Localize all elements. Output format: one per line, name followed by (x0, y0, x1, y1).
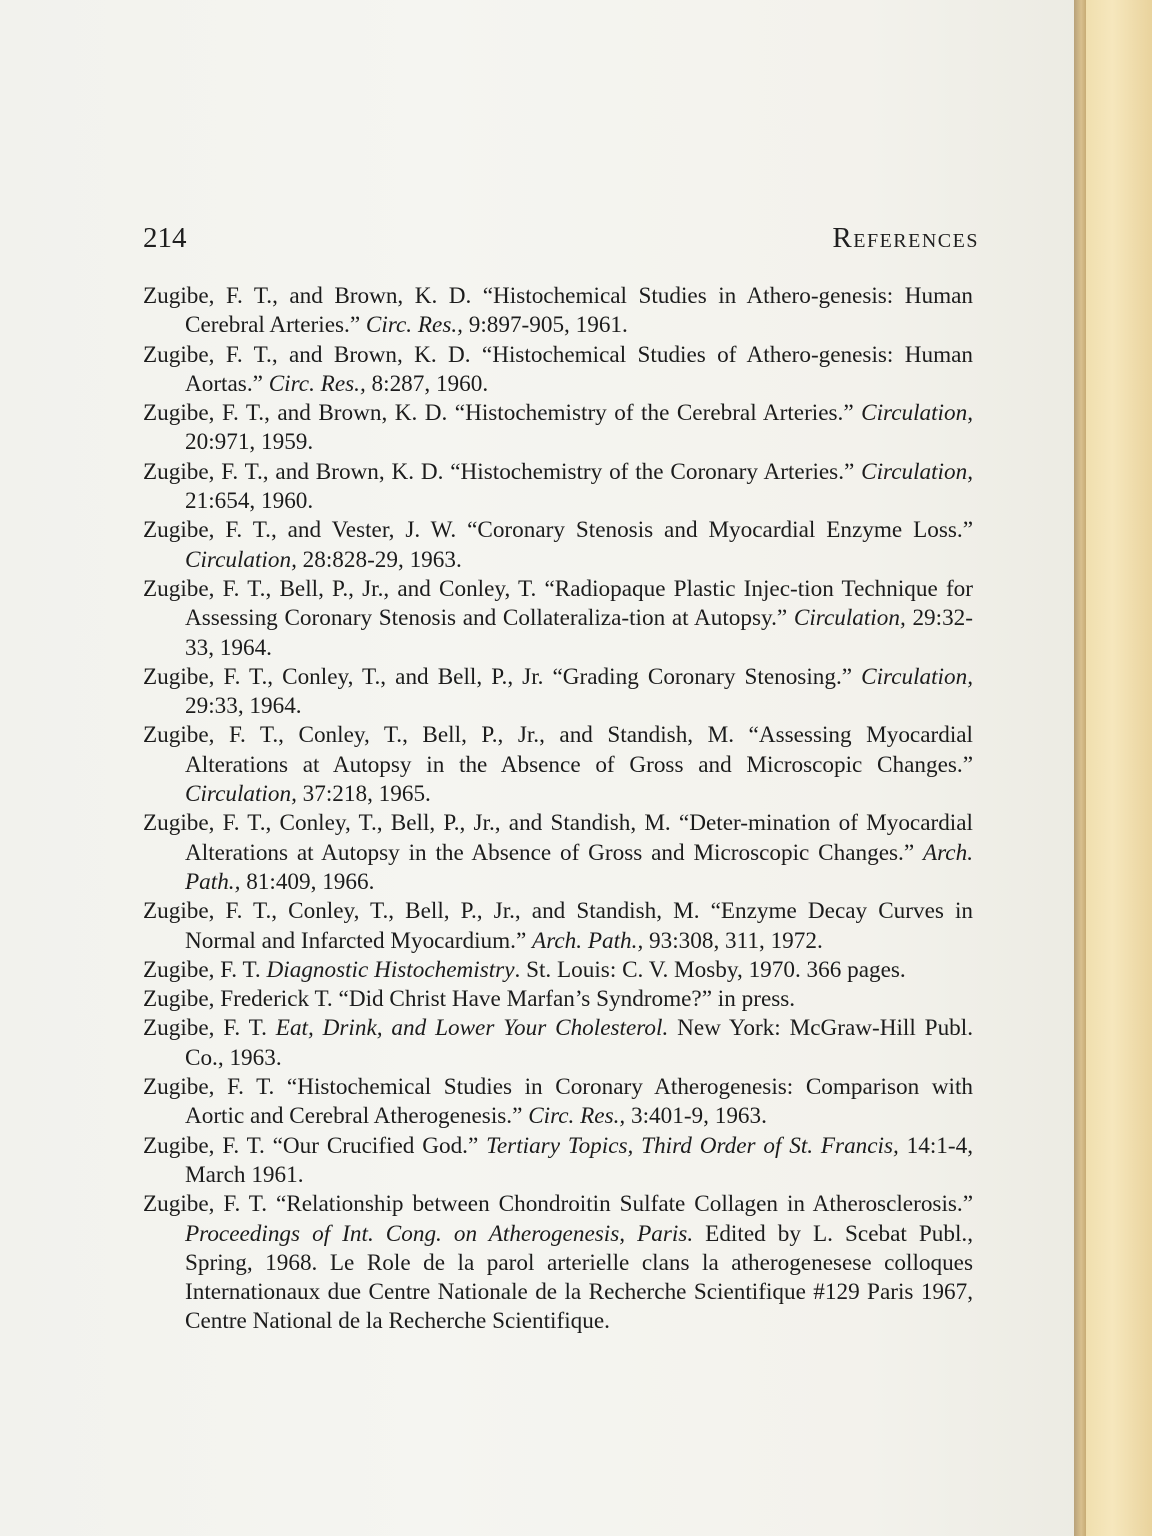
reference-details: 3:401-9, 1963. (625, 1103, 767, 1130)
reference-text: Zugibe, F. T. (143, 956, 267, 983)
facing-page (1086, 0, 1152, 1536)
reference-list (143, 282, 973, 1337)
reference-text: Zugibe, F. T. “Histochemical Studies in Coronary Atherogenesis: Comparison with Aortic and Cerebral Atherogenesis.” (143, 1074, 973, 1130)
reference-text: Zugibe, F. T. (143, 1015, 276, 1042)
reference-entry (143, 282, 973, 341)
reference-details: 14:1-4, March 1961. (185, 1132, 974, 1188)
reference-details: 81:409, 1966. (240, 868, 375, 895)
reference-entry (143, 1132, 973, 1191)
reference-text: Zugibe, F. T., and Brown, K. D. “Histochemical Studies in Athero-genesis: Human Cerebral Arteries.” (143, 283, 973, 339)
reference-source: Circulation, (793, 605, 906, 632)
reference-source: Proceedings of Int. Cong. on Atherogenesis, Paris. (185, 1220, 694, 1247)
page-header (143, 222, 979, 262)
reference-source: Eat, Drink, and Lower Your Cholesterol. (275, 1015, 669, 1042)
reference-source: Circulation, (861, 663, 973, 690)
reference-details: Edited by L. Scebat Publ., Spring, 1968. Le Role de la parol arterielle clans la atherogenesese colloques Internationaux due Centre Nationale de la Recherche Scientifique #129 Paris 1967, Centre National de la Recherche Scientifique. (185, 1220, 973, 1335)
reference-entry (143, 985, 973, 1014)
reference-source: Circulation, (185, 781, 297, 808)
reference-entry (143, 1014, 973, 1073)
reference-source: Tertiary Topics, Third Order of St. Francis, (486, 1132, 899, 1159)
reference-details: 93:308, 311, 1972. (643, 927, 823, 954)
reference-text: Zugibe, F. T. “Relationship between Chondroitin Sulfate Collagen in Atherosclerosis.” (143, 1191, 973, 1218)
reference-entry (143, 721, 973, 809)
reference-text: Zugibe, F. T., Conley, T., and Bell, P., Jr. “Grading Coronary Stenosing.” (143, 663, 862, 690)
reference-entry (143, 1190, 973, 1336)
reference-entry (143, 956, 973, 985)
reference-source: Circ. Res., (528, 1103, 626, 1130)
reference-entry (143, 399, 973, 458)
reference-source: Circulation, (861, 400, 973, 427)
reference-entry (143, 575, 973, 663)
reference-text: Zugibe, F. T., and Brown, K. D. “Histochemical Studies of Athero-genesis: Human Aortas.” (143, 341, 973, 397)
reference-entry (143, 663, 973, 722)
reference-details: 28:828-29, 1963. (296, 546, 462, 573)
reference-text: Zugibe, F. T., and Vester, J. W. “Coronary Stenosis and Myocardial Enzyme Loss.” (143, 517, 973, 544)
reference-entry (143, 458, 973, 517)
reference-details: 8:287, 1960. (365, 370, 489, 397)
reference-details: 29:32-33, 1964. (185, 605, 973, 661)
reference-source: Circ. Res., (365, 312, 463, 339)
reference-text: Zugibe, F. T., and Brown, K. D. “Histochemistry of the Cerebral Arteries.” (143, 400, 862, 427)
reference-source: Circulation, (185, 546, 297, 573)
reference-text: Zugibe, F. T., Bell, P., Jr., and Conley, T. “Radiopaque Plastic Injec-tion Technique for Assessing Coronary Stenosis and Collateraliza-tion at Autopsy.” (143, 575, 973, 632)
reference-entry (143, 516, 973, 575)
reference-entry (143, 341, 973, 400)
page-number: 214 (143, 222, 187, 254)
reference-text: Zugibe, F. T. “Our Crucified God.” (143, 1132, 487, 1159)
reference-text: Zugibe, F. T., Conley, T., Bell, P., Jr., and Standish, M. “Deter-mination of Myocardial Alterations at Autopsy in the Absence of Gross and Microscopic Changes.” (143, 810, 973, 866)
reference-source: Circulation, (861, 458, 973, 485)
reference-text: Zugibe, F. T., Conley, T., Bell, P., Jr., and Standish, M. “Assessing Myocardial Alterations at Autopsy in the Absence of Gross and Microscopic Changes.” (143, 722, 973, 778)
reference-details: 37:218, 1965. (296, 781, 431, 808)
page-edge (1074, 0, 1086, 1536)
reference-details: 20:971, 1959. (185, 429, 314, 456)
reference-source: Diagnostic Histochemistry (266, 956, 515, 983)
reference-entry (143, 1073, 973, 1132)
reference-source: Circ. Res., (268, 370, 366, 397)
reference-details: 21:654, 1960. (185, 488, 314, 515)
reference-details: 9:897-905, 1961. (462, 312, 628, 339)
running-head: References (832, 222, 979, 254)
reference-text: Zugibe, Frederick T. “Did Christ Have Marfan’s Syndrome?” in press. (143, 986, 796, 1013)
reference-details: New York: McGraw-Hill Publ. Co., 1963. (185, 1015, 973, 1071)
reference-source: Arch. Path., (185, 839, 973, 895)
reference-text: Zugibe, F. T., Conley, T., Bell, P., Jr., and Standish, M. “Enzyme Decay Curves in Normal and Infarcted Myocardium.” (143, 898, 973, 954)
reference-source: Arch. Path., (532, 927, 644, 954)
reference-details: . St. Louis: C. V. Mosby, 1970. 366 pages. (514, 956, 906, 983)
reference-details: 29:33, 1964. (185, 693, 302, 720)
reference-text: Zugibe, F. T., and Brown, K. D. “Histochemistry of the Coronary Arteries.” (143, 458, 862, 485)
reference-entry (143, 809, 973, 897)
reference-entry (143, 897, 973, 956)
